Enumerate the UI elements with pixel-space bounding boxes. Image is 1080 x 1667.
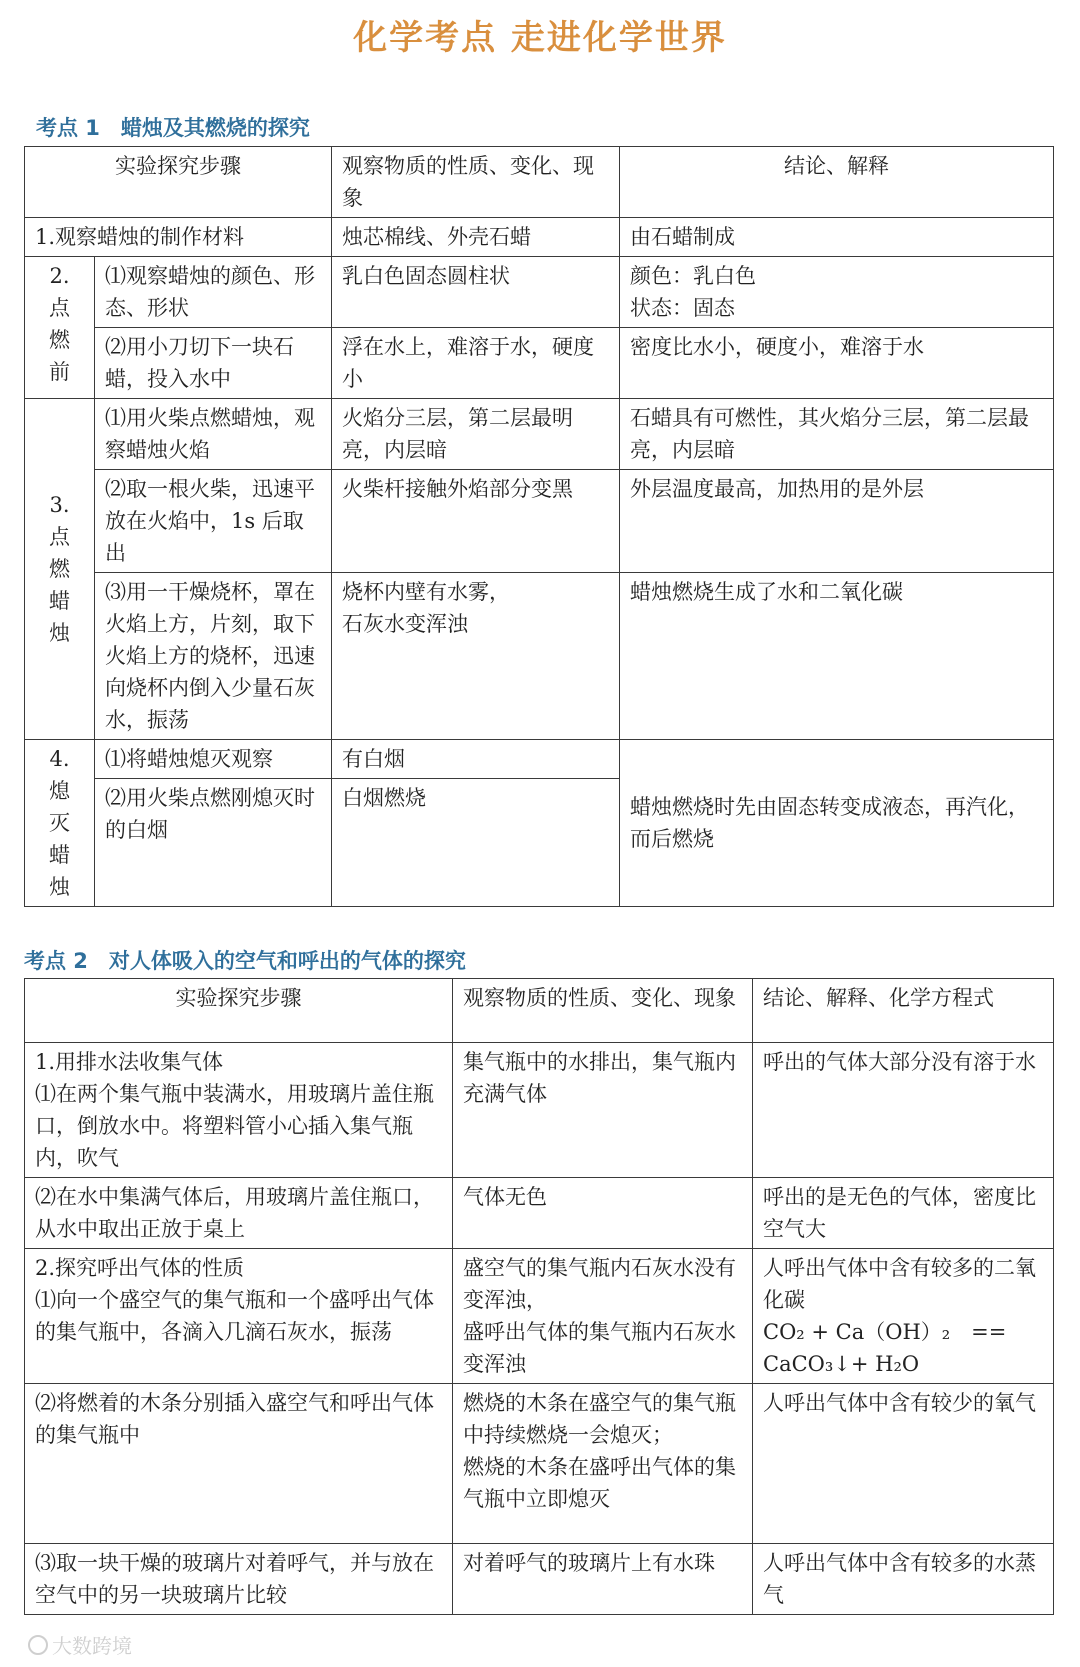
observation-cell: 火焰分三层，第二层最明亮，内层暗: [332, 399, 620, 470]
table-header-row: [25, 147, 1054, 218]
conclusion-cell: 颜色：乳白色 状态：固态: [620, 257, 1054, 328]
observation-cell: 乳白色固态圆柱状: [332, 257, 620, 328]
table-row: [25, 218, 1054, 257]
breath-experiment-table: [24, 978, 1054, 1615]
candle-experiment-table: [24, 146, 1054, 907]
table-row: [25, 257, 1054, 328]
step-cell: ⑵取一根火柴，迅速平放在火焰中，1s 后取出: [95, 470, 332, 573]
group-label-before-lighting: 2. 点 燃 前: [25, 257, 95, 399]
step-cell: ⑵用小刀切下一块石蜡，投入水中: [95, 328, 332, 399]
page-title: 化学考点 走进化学世界: [353, 18, 727, 58]
header-step: 实验探究步骤: [25, 147, 332, 218]
table-row: [25, 399, 1054, 470]
watermark: 大数跨境: [28, 1630, 132, 1659]
step-cell: ⑶用一干燥烧杯，罩在火焰上方，片刻，取下火焰上方的烧杯，迅速向烧杯内倒入少量石灰水，振荡: [95, 573, 332, 740]
header-step: 实验探究步骤: [25, 979, 453, 1043]
conclusion-cell: 人呼出气体中含有较多的水蒸气: [753, 1544, 1054, 1615]
conclusion-cell: 蜡烛燃烧时先由固态转变成液态，再汽化，而后燃烧: [620, 740, 1054, 907]
step-cell: ⑶取一块干燥的玻璃片对着呼气，并与放在空气中的另一块玻璃片比较: [25, 1544, 453, 1615]
section2-heading: 考点 2 对人体吸入的空气和呼出的气体的探究: [24, 949, 466, 973]
group-label-extinguish: 4. 熄 灭 蜡 烛: [25, 740, 95, 907]
table-row: [25, 740, 1054, 779]
conclusion-cell: 人呼出气体中含有较少的氧气: [753, 1384, 1054, 1544]
step-cell: 2.探究呼出气体的性质 ⑴向一个盛空气的集气瓶和一个盛呼出气体的集气瓶中，各滴入几滴石灰水，振荡: [25, 1249, 453, 1384]
group-label-lighting: 3. 点 燃 蜡 烛: [25, 399, 95, 740]
step-cell: 1.观察蜡烛的制作材料: [25, 218, 332, 257]
table-row: [25, 1384, 1054, 1544]
step-cell: 1.用排水法收集气体 ⑴在两个集气瓶中装满水，用玻璃片盖住瓶口，倒放水中。将塑料管小心插入集气瓶内，吹气: [25, 1043, 453, 1178]
conclusion-cell: 呼出的是无色的气体，密度比空气大: [753, 1178, 1054, 1249]
conclusion-cell: 由石蜡制成: [620, 218, 1054, 257]
watermark-logo-icon: [28, 1635, 48, 1655]
conclusion-cell: 密度比水小，硬度小，难溶于水: [620, 328, 1054, 399]
conclusion-cell: 外层温度最高，加热用的是外层: [620, 470, 1054, 573]
step-cell: ⑵将燃着的木条分别插入盛空气和呼出气体的集气瓶中: [25, 1384, 453, 1544]
conclusion-cell: 石蜡具有可燃性，其火焰分三层，第二层最亮，内层暗: [620, 399, 1054, 470]
step-cell: ⑵用火柴点燃刚熄灭时的白烟: [95, 779, 332, 907]
observation-cell: 烛芯棉线、外壳石蜡: [332, 218, 620, 257]
header-observation: 观察物质的性质、变化、现象: [453, 979, 753, 1043]
observation-cell: 烧杯内壁有水雾， 石灰水变浑浊: [332, 573, 620, 740]
header-conclusion: 结论、解释: [620, 147, 1054, 218]
header-conclusion: 结论、解释、化学方程式: [753, 979, 1054, 1043]
table-row: [25, 1249, 1054, 1384]
step-cell: ⑴观察蜡烛的颜色、形态、形状: [95, 257, 332, 328]
table-row: [25, 1043, 1054, 1178]
observation-cell: 对着呼气的玻璃片上有水珠: [453, 1544, 753, 1615]
table-row: [25, 1544, 1054, 1615]
observation-cell: 火柴杆接触外焰部分变黑: [332, 470, 620, 573]
conclusion-cell: 蜡烛燃烧生成了水和二氧化碳: [620, 573, 1054, 740]
section1-heading: 考点 1 蜡烛及其燃烧的探究: [36, 116, 310, 140]
observation-cell: 盛空气的集气瓶内石灰水没有变浑浊， 盛呼出气体的集气瓶内石灰水变浑浊: [453, 1249, 753, 1384]
table-row: [25, 573, 1054, 740]
observation-cell: 浮在水上，难溶于水，硬度小: [332, 328, 620, 399]
table-row: [25, 328, 1054, 399]
table-header-row: [25, 979, 1054, 1043]
table-row: [25, 470, 1054, 573]
step-cell: ⑵在水中集满气体后，用玻璃片盖住瓶口，从水中取出正放于桌上: [25, 1178, 453, 1249]
step-cell: ⑴用火柴点燃蜡烛，观察蜡烛火焰: [95, 399, 332, 470]
observation-cell: 白烟燃烧: [332, 779, 620, 907]
step-cell: ⑴将蜡烛熄灭观察: [95, 740, 332, 779]
conclusion-cell: 呼出的气体大部分没有溶于水: [753, 1043, 1054, 1178]
observation-cell: 燃烧的木条在盛空气的集气瓶中持续燃烧一会熄灭； 燃烧的木条在盛呼出气体的集气瓶中立即熄灭: [453, 1384, 753, 1544]
table-row: [25, 1178, 1054, 1249]
observation-cell: 有白烟: [332, 740, 620, 779]
observation-cell: 气体无色: [453, 1178, 753, 1249]
header-observation: 观察物质的性质、变化、现象: [332, 147, 620, 218]
conclusion-cell: 人呼出气体中含有较多的二氧化碳 CO₂ + Ca（OH）₂ == CaCO₃↓+ H₂O: [753, 1249, 1054, 1384]
observation-cell: 集气瓶中的水排出，集气瓶内充满气体: [453, 1043, 753, 1178]
